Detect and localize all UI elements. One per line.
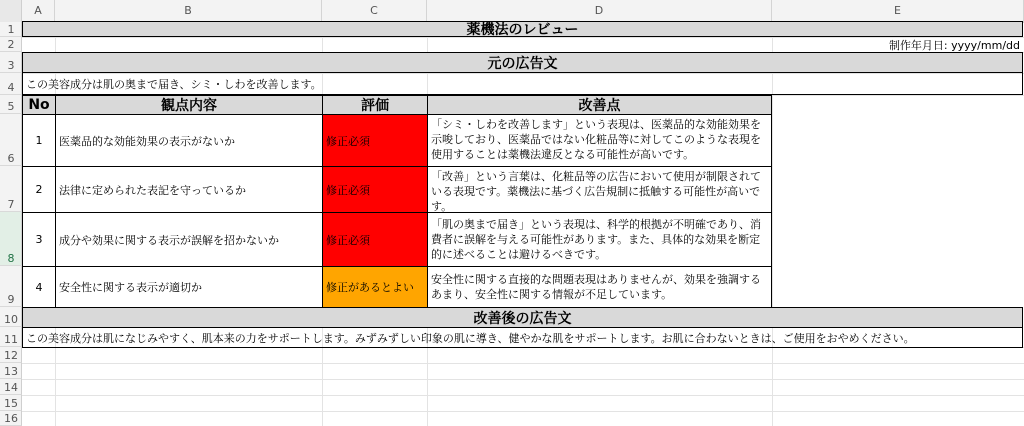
header-evaluation[interactable]: 評価 bbox=[322, 95, 428, 115]
select-all-corner[interactable] bbox=[0, 0, 22, 22]
row-header-12[interactable]: 12 bbox=[0, 347, 22, 363]
row-improvement-4[interactable]: 安全性に関する直接的な問題表現はありませんが、効果を強調するあまり、安全性に関する情報が不足しています。 bbox=[427, 266, 772, 308]
row-viewpoint-3[interactable]: 成分や効果に関する表示が誤解を招かないか bbox=[55, 212, 323, 267]
column-header-c[interactable]: C bbox=[322, 0, 427, 22]
row-header-7[interactable]: 7 bbox=[0, 166, 22, 212]
row-header-6[interactable]: 6 bbox=[0, 114, 22, 166]
row-no-3[interactable]: 3 bbox=[22, 212, 56, 267]
row-header-5[interactable]: 5 bbox=[0, 95, 22, 114]
row-improvement-3[interactable]: 「肌の奥まで届き」という表現は、科学的根拠が不明確であり、消費者に誤解を与える可能性があります。また、具体的な効果を断定的に述べることは避けるべきです。 bbox=[427, 212, 772, 267]
row-header-13[interactable]: 13 bbox=[0, 363, 22, 379]
row-evaluation-2[interactable]: 修正必須 bbox=[322, 166, 428, 213]
row-evaluation-4[interactable]: 修正があるとよい bbox=[322, 266, 428, 308]
row-header-8[interactable]: 8 bbox=[0, 212, 22, 266]
row-no-4[interactable]: 4 bbox=[22, 266, 56, 308]
row-header-14[interactable]: 14 bbox=[0, 379, 22, 395]
row-evaluation-3[interactable]: 修正必須 bbox=[322, 212, 428, 267]
column-header-a[interactable]: A bbox=[22, 0, 55, 22]
row-header-2[interactable]: 2 bbox=[0, 37, 22, 52]
header-viewpoint[interactable]: 観点内容 bbox=[55, 95, 323, 115]
row-header-15[interactable]: 15 bbox=[0, 395, 22, 411]
row-improvement-2[interactable]: 「改善」という言葉は、化粧品等の広告において使用が制限されている表現です。薬機法に基づく広告規制に抵触する可能性が高いです。 bbox=[427, 166, 772, 213]
row-improvement-1[interactable]: 「シミ・しわを改善します」という表現は、医薬品的な効能効果を示唆しており、医薬品ではない化粧品等に対してこのような表現を使用することは薬機法違反となる可能性が高いです。 bbox=[427, 114, 772, 167]
improved-ad-text[interactable]: この美容成分は肌になじみやすく、肌本来の力をサポートします。みずみずしい印象の肌に導き、健やかな肌をサポートします。お肌に合わないときは、ご使用をおやめください。 bbox=[22, 327, 1023, 348]
original-ad-text[interactable]: この美容成分は肌の奥まで届き、シミ・しわを改善します。 bbox=[22, 72, 1023, 95]
row-header-16[interactable]: 16 bbox=[0, 411, 22, 426]
row-header-10[interactable]: 10 bbox=[0, 307, 22, 327]
row-evaluation-1[interactable]: 修正必須 bbox=[322, 114, 428, 167]
row-header-4[interactable]: 4 bbox=[0, 73, 22, 95]
column-header-e[interactable]: E bbox=[772, 0, 1024, 22]
date-cell[interactable]: 制作年月日: yyyy/mm/dd bbox=[888, 38, 1020, 52]
row-viewpoint-2[interactable]: 法律に定められた表記を守っているか bbox=[55, 166, 323, 213]
row-header-11[interactable]: 11 bbox=[0, 327, 22, 347]
column-header-b[interactable]: B bbox=[55, 0, 322, 22]
improved-ad-heading[interactable]: 改善後の広告文 bbox=[22, 307, 1023, 328]
row-no-2[interactable]: 2 bbox=[22, 166, 56, 213]
row-header-3[interactable]: 3 bbox=[0, 52, 22, 73]
original-ad-heading[interactable]: 元の広告文 bbox=[22, 52, 1023, 73]
column-header-d[interactable]: D bbox=[427, 0, 772, 22]
header-improvement[interactable]: 改善点 bbox=[427, 95, 772, 115]
page-title[interactable]: 薬機法のレビュー bbox=[22, 21, 1023, 37]
row-viewpoint-1[interactable]: 医薬品的な効能効果の表示がないか bbox=[55, 114, 323, 167]
row-viewpoint-4[interactable]: 安全性に関する表示が適切か bbox=[55, 266, 323, 308]
header-no[interactable]: No bbox=[22, 95, 56, 115]
row-header-9[interactable]: 9 bbox=[0, 266, 22, 307]
row-header-1[interactable]: 1 bbox=[0, 22, 22, 37]
row-no-1[interactable]: 1 bbox=[22, 114, 56, 167]
